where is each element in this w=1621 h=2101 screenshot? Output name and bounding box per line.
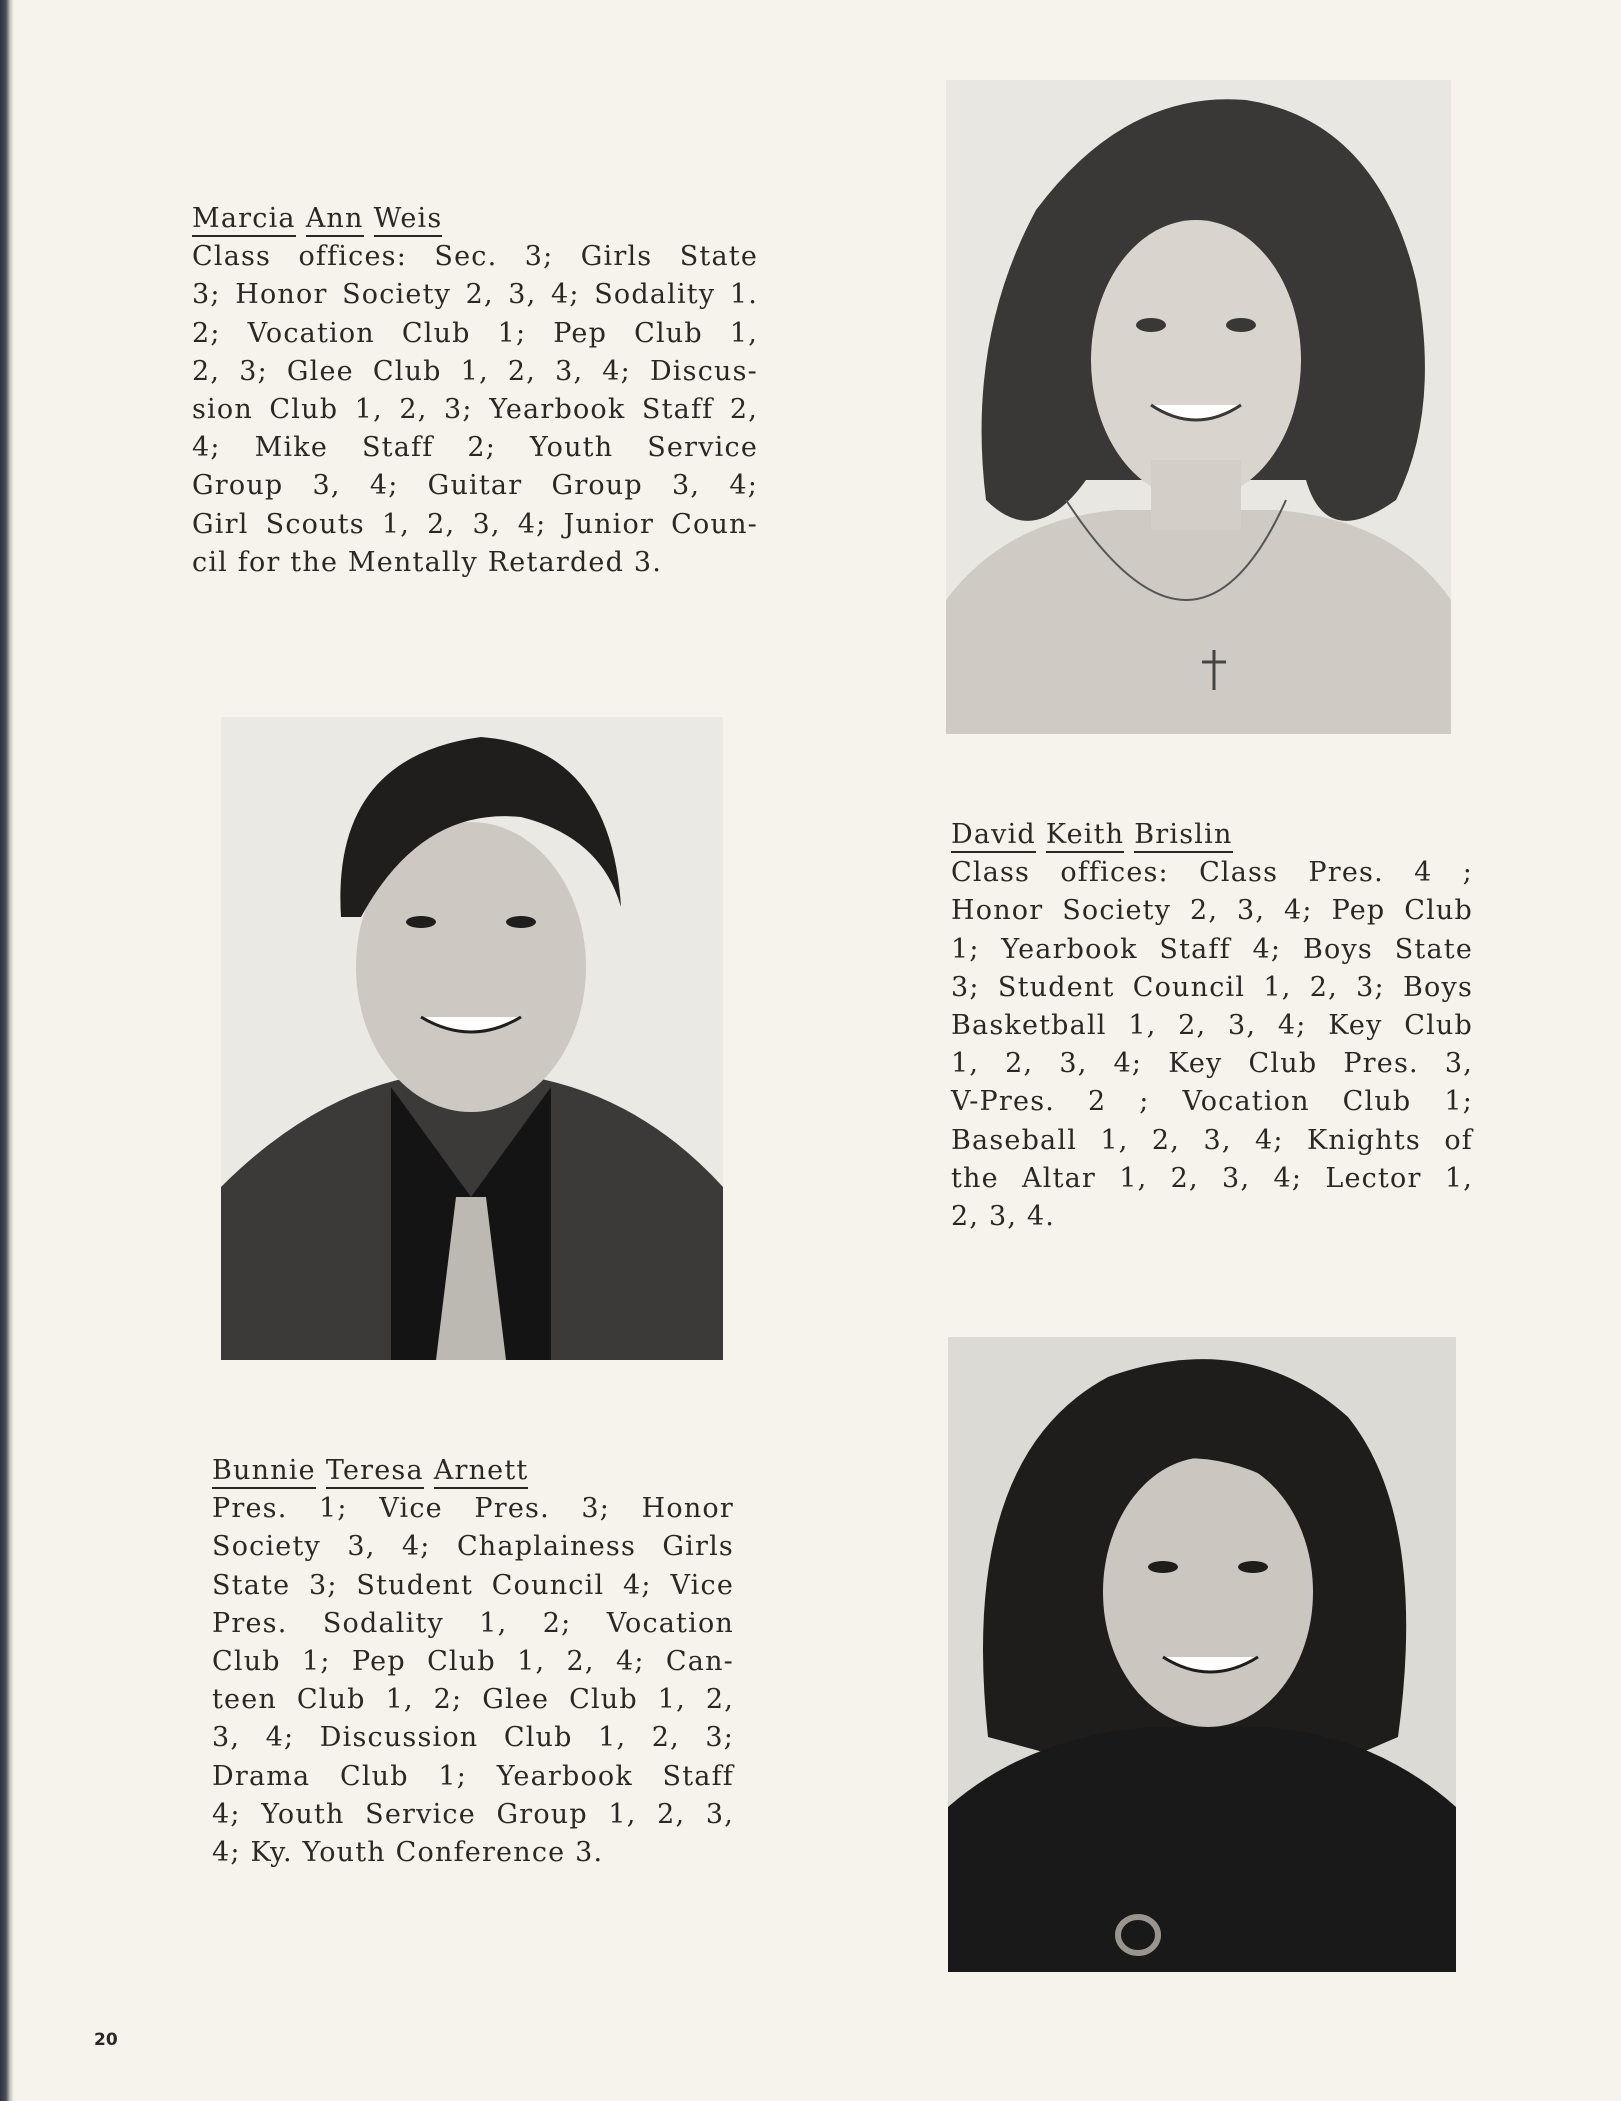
student-name [951,816,1473,854]
last-name: Weis [374,203,443,237]
bio-line: 4; Ky. Youth Conference 3. [212,1837,604,1869]
bio-line: 3; Honor Society 2, 3, 4; Sodality 1. [192,279,758,311]
bio-line: Baseball 1, 2, 3, 4; Knights of [951,1124,1473,1156]
bio-line: teen Club 1, 2; Glee Club 1, 2, [212,1684,734,1716]
bio-line: 4; Youth Service Group 1, 2, 3, [212,1798,734,1830]
portrait-photo-david-keith-brislin [221,717,723,1360]
bio-line: Class offices: Class Pres. 4 ; [951,857,1473,889]
bio-line: Pres. 1; Vice Pres. 3; Honor [212,1493,734,1525]
student-bio-marcia-ann-weis [192,200,758,582]
first-name: Marcia [192,203,296,237]
bio-line: Drama Club 1; Yearbook Staff [212,1760,734,1792]
bio-line: Group 3, 4; Guitar Group 3, 4; [192,470,758,502]
portrait-photo-marcia-ann-weis [946,80,1451,734]
student-name [192,200,758,238]
student-bio-david-keith-brislin [951,816,1473,1236]
bio-line: Class offices: Sec. 3; Girls State [192,241,758,273]
bio-line: 3, 4; Discussion Club 1, 2, 3; [212,1722,734,1754]
bio-line: 4; Mike Staff 2; Youth Service [192,432,758,464]
last-name: Brislin [1134,819,1232,853]
bio-line: sion Club 1, 2, 3; Yearbook Staff 2, [192,394,758,426]
bio-line: cil for the Mentally Retarded 3. [192,546,663,578]
bio-line: Society 3, 4; Chaplainess Girls [212,1531,734,1563]
bio-line: 2, 3, 4. [951,1201,1056,1233]
bio-line: 1, 2, 3, 4; Key Club Pres. 3, [951,1048,1473,1080]
middle-name: Teresa [326,1455,424,1489]
bio-line: 1; Yearbook Staff 4; Boys State [951,933,1473,965]
first-name: Bunnie [212,1455,316,1489]
bio-line: Basketball 1, 2, 3, 4; Key Club [951,1010,1473,1042]
bio-line: Pres. Sodality 1, 2; Vocation [212,1607,734,1639]
bio-line: V-Pres. 2 ; Vocation Club 1; [951,1086,1473,1118]
student-bio-bunnie-teresa-arnett [212,1452,734,1872]
bio-line: the Altar 1, 2, 3, 4; Lector 1, [951,1162,1473,1194]
last-name: Arnett [434,1455,529,1489]
bio-line: Honor Society 2, 3, 4; Pep Club [951,895,1473,927]
bio-line: 2; Vocation Club 1; Pep Club 1, [192,317,758,349]
bio-line: Club 1; Pep Club 1, 2, 4; Can- [212,1646,734,1678]
student-name [212,1452,734,1490]
bio-line: State 3; Student Council 4; Vice [212,1569,734,1601]
portrait-photo-bunnie-teresa-arnett [948,1337,1456,1972]
middle-name: Ann [306,203,364,237]
page-binding-edge [0,0,14,2101]
bio-line: 3; Student Council 1, 2, 3; Boys [951,971,1473,1003]
middle-name: Keith [1046,819,1124,853]
page-number: 20 [94,2030,118,2050]
bio-line: Girl Scouts 1, 2, 3, 4; Junior Coun- [192,508,758,540]
bio-line: 2, 3; Glee Club 1, 2, 3, 4; Discus- [192,355,758,387]
first-name: David [951,819,1036,853]
